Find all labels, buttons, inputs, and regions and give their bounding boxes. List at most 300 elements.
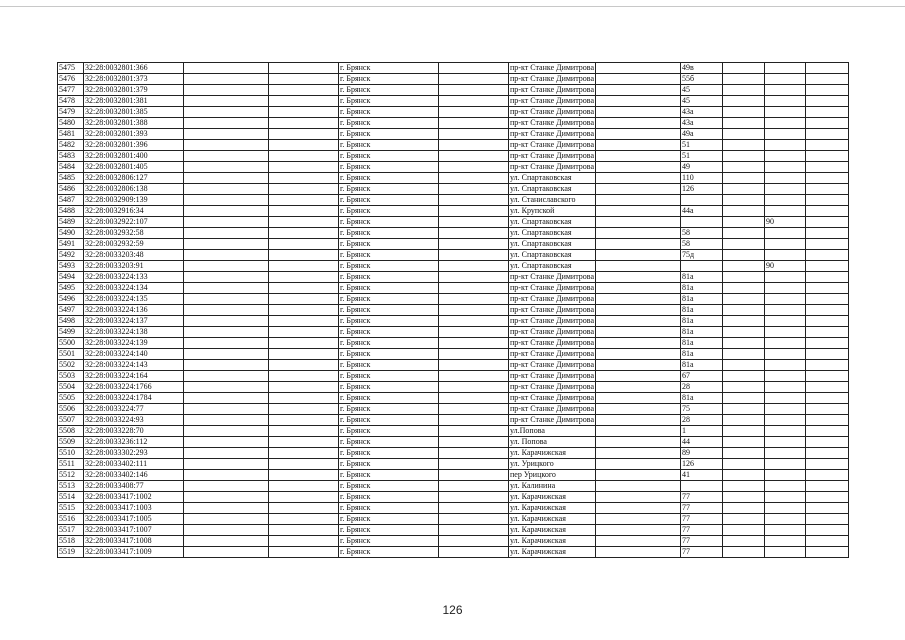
empty-cell [806,217,849,228]
city-cell: г. Брянск [339,272,439,283]
extra-number-cell [765,294,806,305]
table-row [58,404,849,415]
extra-number-cell [765,382,806,393]
empty-cell [806,129,849,140]
empty-cell [723,206,765,217]
row-number: 5518 [58,536,84,547]
empty-cell [723,162,765,173]
row-number: 5500 [58,338,84,349]
empty-cell [596,338,681,349]
extra-number-cell [765,74,806,85]
city-cell: г. Брянск [339,239,439,250]
row-number: 5496 [58,294,84,305]
cadastral-number: 32:28:0033224:139 [84,338,184,349]
row-number: 5514 [58,492,84,503]
house-cell: 43а [681,107,723,118]
empty-cell [806,382,849,393]
table-row [58,184,849,195]
extra-number-cell [765,96,806,107]
empty-cell [723,327,765,338]
city-cell: г. Брянск [339,360,439,371]
street-cell: пр-кт Станке Димитрова [510,151,595,160]
empty-cell [269,217,339,228]
empty-cell [596,173,681,184]
table-row [58,349,849,360]
house-cell [681,217,723,228]
cadastral-number: 32:28:0033302:293 [84,448,184,459]
empty-cell [184,470,269,481]
empty-cell [596,481,681,492]
empty-cell [439,118,509,129]
empty-cell [439,349,509,360]
empty-cell [269,85,339,96]
cadastral-number: 32:28:0032801:379 [84,85,184,96]
empty-cell [439,426,509,437]
table-row [58,459,849,470]
table-row [58,129,849,140]
street-cell: пр-кт Станке Димитрова [510,371,595,380]
extra-number-cell [765,173,806,184]
table-row [58,173,849,184]
table-row [58,283,849,294]
house-cell: 110 [681,173,723,184]
empty-cell [439,459,509,470]
empty-cell [439,140,509,151]
street-cell: ул. Карачижская [509,514,596,525]
empty-cell [723,63,765,74]
scan-top-edge [0,6,905,7]
empty-cell [806,272,849,283]
street-cell: пр-кт Станке Димитрова [510,96,595,105]
empty-cell [806,547,849,558]
empty-cell [596,327,681,338]
empty-cell [269,437,339,448]
table-row [58,514,849,525]
empty-cell [439,371,509,382]
empty-cell [269,228,339,239]
street-cell: ул. Карачижская [509,448,596,459]
empty-cell [184,426,269,437]
city-cell: г. Брянск [339,404,439,415]
city-cell: г. Брянск [339,184,439,195]
cadastral-number: 32:28:0032806:138 [84,184,184,195]
cadastral-number: 32:28:0033224:1766 [84,382,184,393]
empty-cell [596,547,681,558]
street-cell: ул. Спартаковская [509,217,596,228]
city-cell: г. Брянск [339,470,439,481]
empty-cell [439,525,509,536]
table-row [58,492,849,503]
empty-cell [723,448,765,459]
empty-cell [596,140,681,151]
empty-cell [269,382,339,393]
cadastral-number: 32:28:0032932:59 [84,239,184,250]
street-cell: ул. Карачижская [509,525,596,536]
empty-cell [439,393,509,404]
empty-cell [596,349,681,360]
house-cell: 75д [681,250,723,261]
cadastral-number: 32:28:0033417:1007 [84,525,184,536]
row-number: 5477 [58,85,84,96]
empty-cell [184,481,269,492]
cadastral-number: 32:28:0033224:77 [84,404,184,415]
empty-cell [269,470,339,481]
empty-cell [269,536,339,547]
city-cell: г. Брянск [339,118,439,129]
city-cell: г. Брянск [339,206,439,217]
empty-cell [806,327,849,338]
empty-cell [184,349,269,360]
cadastral-number: 32:28:0033224:93 [84,415,184,426]
empty-cell [596,448,681,459]
row-number: 5479 [58,107,84,118]
empty-cell [723,514,765,525]
empty-cell [439,415,509,426]
empty-cell [184,415,269,426]
extra-number-cell [765,63,806,74]
row-number: 5502 [58,360,84,371]
row-number: 5481 [58,129,84,140]
extra-number-cell [765,448,806,459]
empty-cell [723,338,765,349]
extra-number-cell [765,129,806,140]
empty-cell [269,360,339,371]
extra-number-cell [765,195,806,206]
empty-cell [806,250,849,261]
empty-cell [596,239,681,250]
city-cell: г. Брянск [339,261,439,272]
street-cell: ул. Спартаковская [509,261,596,272]
empty-cell [439,338,509,349]
extra-number-cell [765,316,806,327]
city-cell: г. Брянск [339,63,439,74]
empty-cell [439,217,509,228]
table-row [58,481,849,492]
empty-cell [184,525,269,536]
street-cell: ул.Попова [509,426,596,437]
street-cell: пр-кт Станке Димитрова [510,162,595,171]
house-cell: 75 [681,404,723,415]
empty-cell [439,404,509,415]
cadastral-number: 32:28:0033417:1005 [84,514,184,525]
empty-cell [269,63,339,74]
row-number: 5495 [58,283,84,294]
empty-cell [439,503,509,514]
cadastral-number: 32:28:0033203:48 [84,250,184,261]
city-cell: г. Брянск [339,327,439,338]
empty-cell [596,470,681,481]
house-cell: 81а [681,393,723,404]
empty-cell [723,415,765,426]
house-cell: 41 [681,470,723,481]
empty-cell [806,459,849,470]
empty-cell [596,316,681,327]
empty-cell [596,272,681,283]
street-cell: пр-кт Станке Димитрова [510,74,595,83]
empty-cell [723,96,765,107]
empty-cell [439,470,509,481]
city-cell: г. Брянск [339,536,439,547]
house-cell: 77 [681,503,723,514]
empty-cell [806,118,849,129]
house-cell: 44 [681,437,723,448]
empty-cell [596,492,681,503]
cadastral-number: 32:28:0032801:400 [84,151,184,162]
house-cell: 81а [681,283,723,294]
empty-cell [723,217,765,228]
empty-cell [184,338,269,349]
empty-cell [806,195,849,206]
empty-cell [269,272,339,283]
empty-cell [184,305,269,316]
empty-cell [723,151,765,162]
street-cell: ул. Карачижская [509,547,596,558]
extra-number-cell [765,360,806,371]
empty-cell [596,96,681,107]
row-number: 5501 [58,349,84,360]
house-cell: 126 [681,459,723,470]
empty-cell [723,140,765,151]
empty-cell [723,228,765,239]
empty-cell [269,283,339,294]
empty-cell [269,349,339,360]
empty-cell [184,118,269,129]
street-cell: ул. Станиславского [509,195,596,206]
empty-cell [806,294,849,305]
city-cell: г. Брянск [339,316,439,327]
table-row [58,63,849,74]
extra-number-cell [765,283,806,294]
cadastral-number: 32:28:0033224:134 [84,283,184,294]
table-row [58,162,849,173]
table-row [58,228,849,239]
empty-cell [439,514,509,525]
empty-cell [723,503,765,514]
empty-cell [269,547,339,558]
street-cell: пр-кт Станке Димитрова [510,338,595,347]
city-cell: г. Брянск [339,129,439,140]
table-row [58,503,849,514]
empty-cell [439,492,509,503]
empty-cell [269,404,339,415]
city-cell: г. Брянск [339,140,439,151]
empty-cell [806,404,849,415]
empty-cell [806,393,849,404]
street-cell: ул. Попова [509,437,596,448]
street-cell: пр-кт Станке Димитрова [510,107,595,116]
house-cell: 81а [681,294,723,305]
empty-cell [269,118,339,129]
empty-cell [184,151,269,162]
cadastral-number: 32:28:0032806:127 [84,173,184,184]
extra-number-cell [765,327,806,338]
empty-cell [723,250,765,261]
cadastral-number: 32:28:0033402:111 [84,459,184,470]
empty-cell [723,261,765,272]
empty-cell [596,195,681,206]
empty-cell [806,162,849,173]
empty-cell [596,63,681,74]
table-row [58,305,849,316]
house-cell: 77 [681,514,723,525]
cadastral-number: 32:28:0033417:1003 [84,503,184,514]
row-number: 5517 [58,525,84,536]
table-row [58,316,849,327]
city-cell: г. Брянск [339,305,439,316]
empty-cell [269,525,339,536]
empty-cell [269,393,339,404]
city-cell: г. Брянск [339,250,439,261]
empty-cell [596,525,681,536]
empty-cell [184,206,269,217]
house-cell: 49а [681,129,723,140]
page-number: 126 [442,603,463,617]
street-cell: пр-кт Станке Димитрова [510,63,595,72]
empty-cell [723,195,765,206]
empty-cell [596,184,681,195]
empty-cell [723,437,765,448]
empty-cell [269,250,339,261]
extra-number-cell [765,151,806,162]
empty-cell [439,283,509,294]
extra-number-cell [765,426,806,437]
empty-cell [806,107,849,118]
house-cell: 81а [681,360,723,371]
street-cell: пер Урицкого [509,470,596,481]
empty-cell [184,404,269,415]
empty-cell [806,140,849,151]
empty-cell [723,492,765,503]
extra-number-cell [765,250,806,261]
extra-number-cell [765,206,806,217]
house-cell: 67 [681,371,723,382]
table-row [58,338,849,349]
street-cell: пр-кт Станке Димитрова [510,283,595,292]
city-cell: г. Брянск [339,217,439,228]
empty-cell [806,470,849,481]
city-cell: г. Брянск [339,96,439,107]
extra-number-cell [765,459,806,470]
empty-cell [723,316,765,327]
row-number: 5516 [58,514,84,525]
empty-cell [439,206,509,217]
house-cell: 81а [681,272,723,283]
cadastral-number: 32:28:0032916:34 [84,206,184,217]
extra-number-cell [765,503,806,514]
empty-cell [184,250,269,261]
empty-cell [439,536,509,547]
extra-number-cell [765,514,806,525]
extra-number-cell [765,525,806,536]
table-row [58,74,849,85]
row-number: 5483 [58,151,84,162]
extra-number-cell [765,228,806,239]
house-cell [681,195,723,206]
empty-cell [596,536,681,547]
empty-cell [184,107,269,118]
empty-cell [439,481,509,492]
cadastral-number: 32:28:0033417:1009 [84,547,184,558]
table-row [58,107,849,118]
table-body [58,63,849,558]
table-row [58,250,849,261]
city-cell: г. Брянск [339,481,439,492]
table-row [58,525,849,536]
house-cell: 51 [681,151,723,162]
row-number: 5486 [58,184,84,195]
empty-cell [596,305,681,316]
empty-cell [596,459,681,470]
empty-cell [806,525,849,536]
cadastral-number: 32:28:0033224:137 [84,316,184,327]
empty-cell [596,360,681,371]
extra-number-cell [765,536,806,547]
cadastral-number: 32:28:0033224:1784 [84,393,184,404]
empty-cell [269,514,339,525]
table-row [58,294,849,305]
row-number: 5494 [58,272,84,283]
empty-cell [184,63,269,74]
empty-cell [806,85,849,96]
street-cell: ул. Спартаковская [509,250,596,261]
empty-cell [184,382,269,393]
extra-number-cell [765,272,806,283]
row-number: 5476 [58,74,84,85]
house-cell: 58 [681,239,723,250]
row-number: 5487 [58,195,84,206]
street-cell: ул. Карачижская [509,536,596,547]
empty-cell [184,503,269,514]
table-row [58,470,849,481]
empty-cell [439,547,509,558]
empty-cell [723,459,765,470]
empty-cell [184,173,269,184]
cadastral-number: 32:28:0033224:140 [84,349,184,360]
street-cell: пр-кт Станке Димитрова [510,85,595,94]
empty-cell [184,294,269,305]
street-cell: пр-кт Станке Димитрова [510,404,595,413]
house-cell: 44а [681,206,723,217]
street-cell: ул. Спартаковская [509,239,596,250]
row-number: 5506 [58,404,84,415]
empty-cell [439,316,509,327]
empty-cell [723,85,765,96]
empty-cell [596,206,681,217]
extra-number-cell: 90 [765,217,806,228]
house-cell: 81а [681,338,723,349]
house-cell: 51 [681,140,723,151]
cadastral-number: 32:28:0032932:58 [84,228,184,239]
row-number: 5510 [58,448,84,459]
empty-cell [723,272,765,283]
house-cell: 126 [681,184,723,195]
empty-cell [439,96,509,107]
empty-cell [184,217,269,228]
city-cell: г. Брянск [339,173,439,184]
row-number: 5513 [58,481,84,492]
empty-cell [596,129,681,140]
table-row [58,415,849,426]
empty-cell [806,503,849,514]
empty-cell [806,338,849,349]
street-cell: пр-кт Станке Димитрова [510,129,595,138]
city-cell: г. Брянск [339,195,439,206]
empty-cell [184,140,269,151]
empty-cell [269,162,339,173]
empty-cell [439,107,509,118]
empty-cell [596,393,681,404]
cadastral-number: 32:28:0032801:393 [84,129,184,140]
